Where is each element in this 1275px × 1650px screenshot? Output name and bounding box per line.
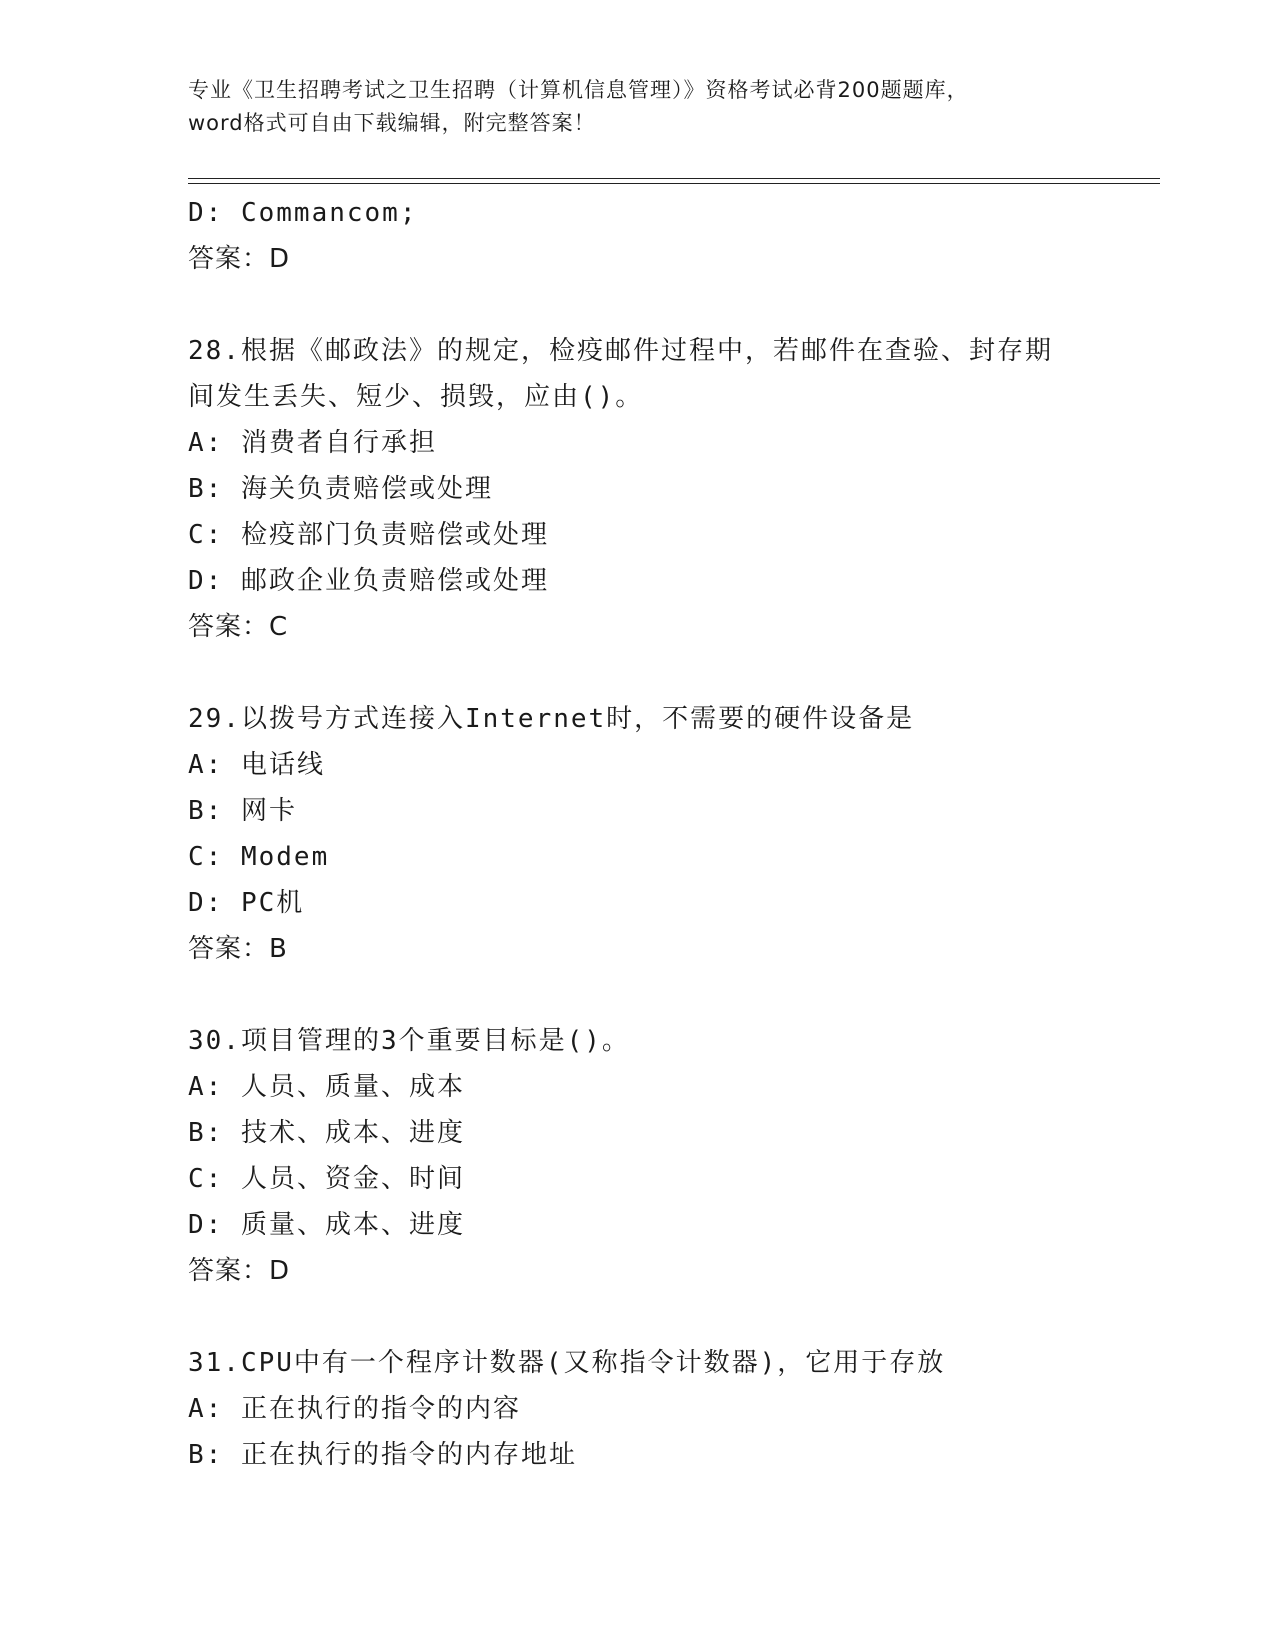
header-title-line-2: word格式可自由下载编辑，附完整答案！ [188, 111, 596, 135]
question-31 [188, 1340, 1148, 1478]
question-29 [188, 696, 1148, 972]
answer-line: 答案：C [188, 612, 289, 642]
question-28 [188, 328, 1148, 650]
option-a: A: 正在执行的指令的内容 [188, 1394, 521, 1424]
question-stem: 30.项目管理的3个重要目标是()。 [188, 1026, 630, 1056]
option-b: B: 海关负责赔偿或处理 [188, 474, 493, 504]
option-b: B: 正在执行的指令的内存地址 [188, 1440, 577, 1470]
option-c: C: 检疫部门负责赔偿或处理 [188, 520, 549, 550]
option-d: D: Commancom; [188, 198, 418, 228]
header-divider-bottom [188, 183, 1160, 184]
question-stem: 31.CPU中有一个程序计数器(又称指令计数器)，它用于存放 [188, 1348, 946, 1378]
option-a: A: 人员、质量、成本 [188, 1072, 465, 1102]
option-b: B: 网卡 [188, 796, 297, 826]
question-stem: 29.以拨号方式连接入Internet时，不需要的硬件设备是 [188, 704, 915, 734]
option-c: C: Modem [188, 842, 330, 872]
header-divider-top [188, 178, 1160, 179]
option-d: D: PC机 [188, 888, 305, 918]
question-30 [188, 1018, 1148, 1294]
header-title-line-1: 专业《卫生招聘考试之卫生招聘（计算机信息管理）》资格考试必背200题题库， [188, 78, 969, 102]
option-d: D: 质量、成本、进度 [188, 1210, 465, 1240]
option-a: A: 消费者自行承担 [188, 428, 437, 458]
option-a: A: 电话线 [188, 750, 325, 780]
question-stem: 间发生丢失、短少、损毁，应由()。 [188, 382, 644, 412]
option-d: D: 邮政企业负责赔偿或处理 [188, 566, 549, 596]
option-c: C: 人员、资金、时间 [188, 1164, 465, 1194]
answer-line: 答案：B [188, 934, 288, 964]
answer-line: 答案：D [188, 244, 291, 274]
answer-line: 答案：D [188, 1256, 291, 1286]
question-list [188, 190, 1148, 1478]
option-b: B: 技术、成本、进度 [188, 1118, 465, 1148]
page-header [188, 74, 1088, 140]
question-stem: 28.根据《邮政法》的规定，检疫邮件过程中，若邮件在查验、封存期 [188, 336, 1053, 366]
